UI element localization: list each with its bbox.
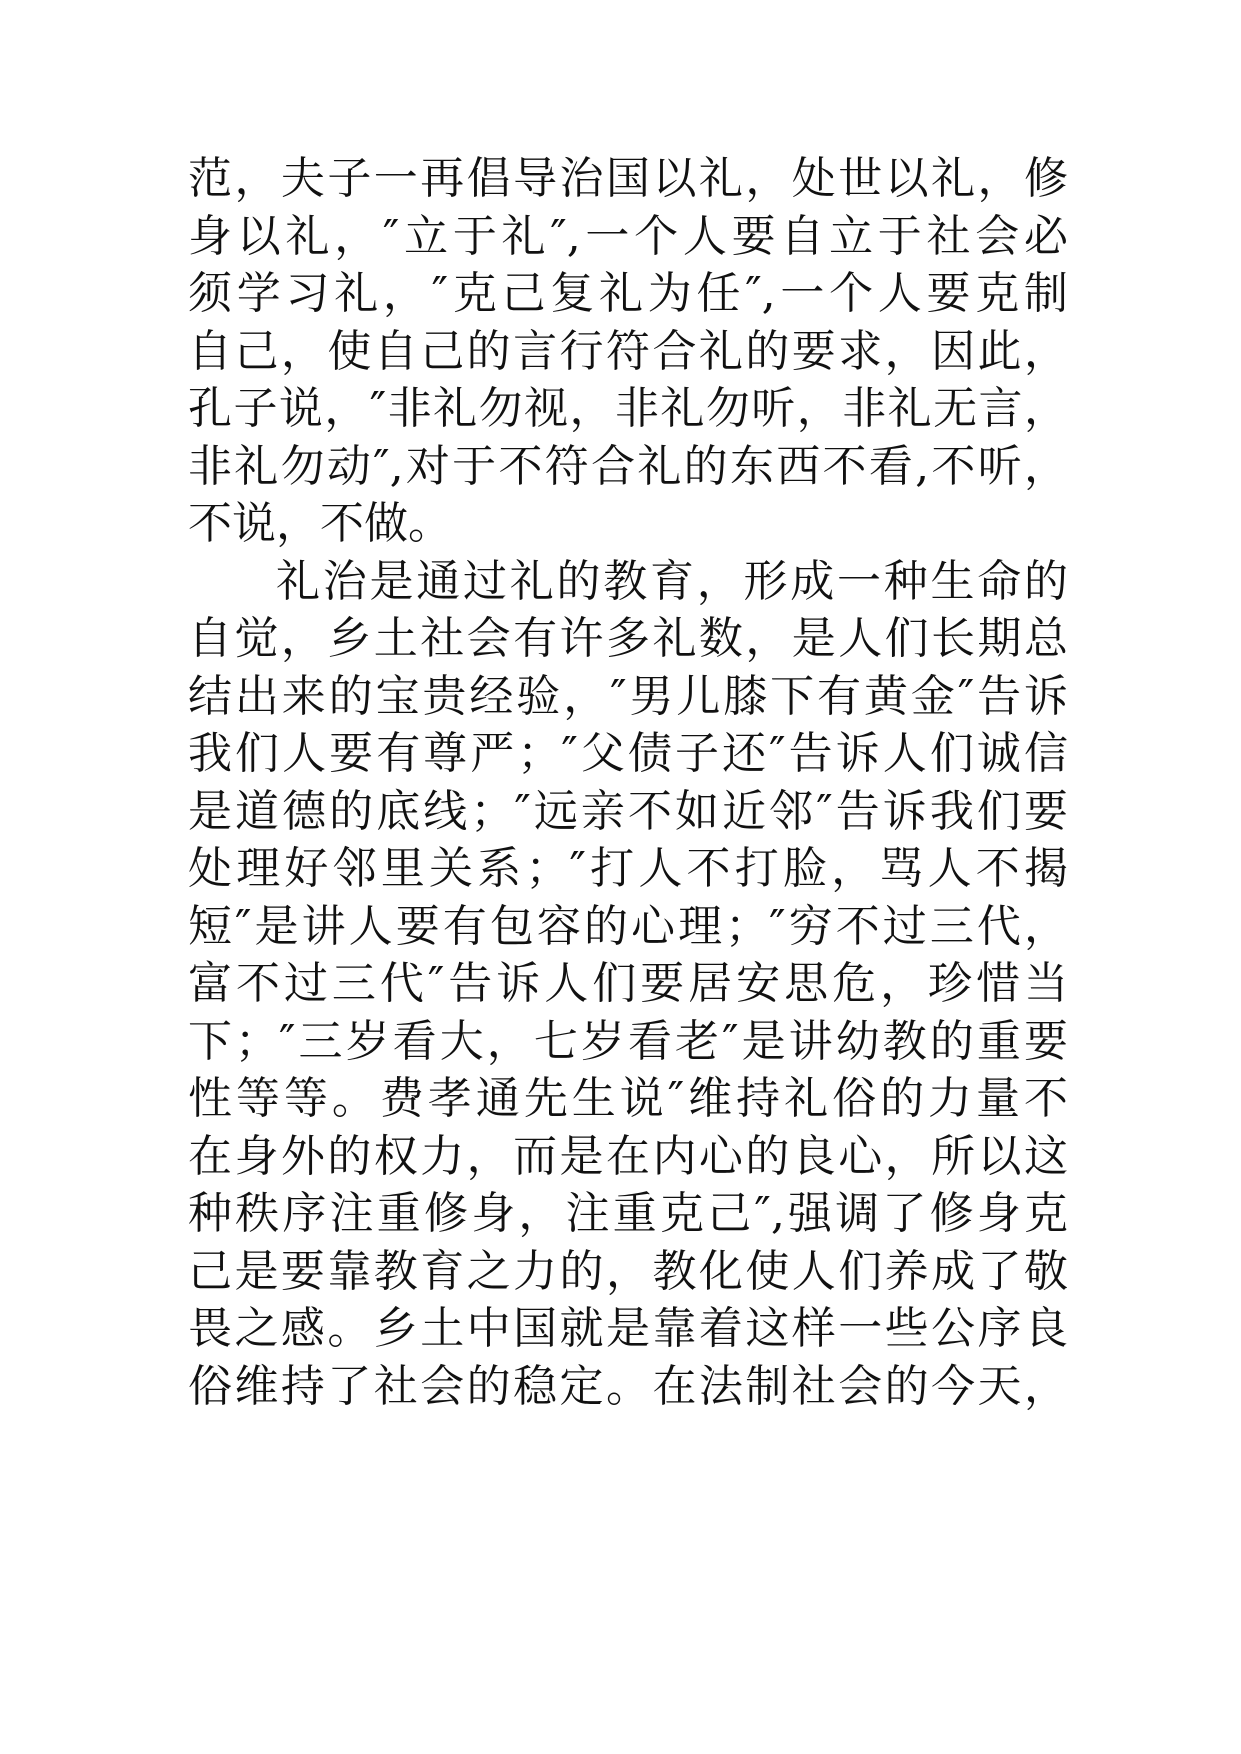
text-line: 自己，使自己的言行符合礼的要求，因此， — [188, 325, 1068, 377]
text-line: 畏之感。乡土中国就是靠着这样一些公序良 — [188, 1303, 1068, 1354]
text-line: 俗维持了社会的稳定。在法制社会的今天， — [188, 1360, 1068, 1412]
body-text — [188, 150, 1068, 1415]
text-line: 礼治是通过礼的教育，形成一种生命的 — [276, 555, 1068, 607]
paragraph-2 — [188, 553, 1068, 1416]
text-line: 须学习礼，″克己复礼为任″,一个人要克制 — [188, 268, 1068, 319]
text-line: 孔子说，″非礼勿视，非礼勿听，非礼无言， — [188, 383, 1068, 434]
text-line: 范，夫子一再倡导治国以礼，处世以礼，修 — [188, 153, 1068, 204]
text-line: 性等等。费孝通先生说″维持礼俗的力量不 — [188, 1073, 1068, 1124]
text-line: 短″是讲人要有包容的心理；″穷不过三代， — [188, 900, 1068, 952]
paragraph-1 — [188, 150, 1068, 553]
text-line: 在身外的权力，而是在内心的良心，所以这 — [188, 1130, 1068, 1182]
text-line: 己是要靠教育之力的，教化使人们养成了敬 — [188, 1245, 1068, 1297]
text-line: 下；″三岁看大，七岁看老″是讲幼教的重要 — [188, 1015, 1068, 1067]
text-line: 处理好邻里关系；″打人不打脸，骂人不揭 — [188, 843, 1068, 894]
text-line: 是道德的底线；″远亲不如近邻″告诉我们要 — [188, 785, 1068, 837]
text-line: 自觉，乡土社会有许多礼数，是人们长期总 — [188, 613, 1068, 664]
text-line: 非礼勿动″,对于不符合礼的东西不看,不听， — [188, 440, 1068, 492]
text-line: 富不过三代″告诉人们要居安思危，珍惜当 — [188, 958, 1068, 1009]
text-line: 结出来的宝贵经验，″男儿膝下有黄金″告诉 — [188, 670, 1068, 722]
text-line: 身以礼，″立于礼″,一个人要自立于社会必 — [188, 210, 1068, 262]
text-line: 不说，不做。 — [188, 498, 452, 549]
text-line: 种秩序注重修身，注重克己″,强调了修身克 — [188, 1188, 1068, 1239]
text-line: 我们人要有尊严；″父债子还″告诉人们诚信 — [188, 728, 1068, 779]
